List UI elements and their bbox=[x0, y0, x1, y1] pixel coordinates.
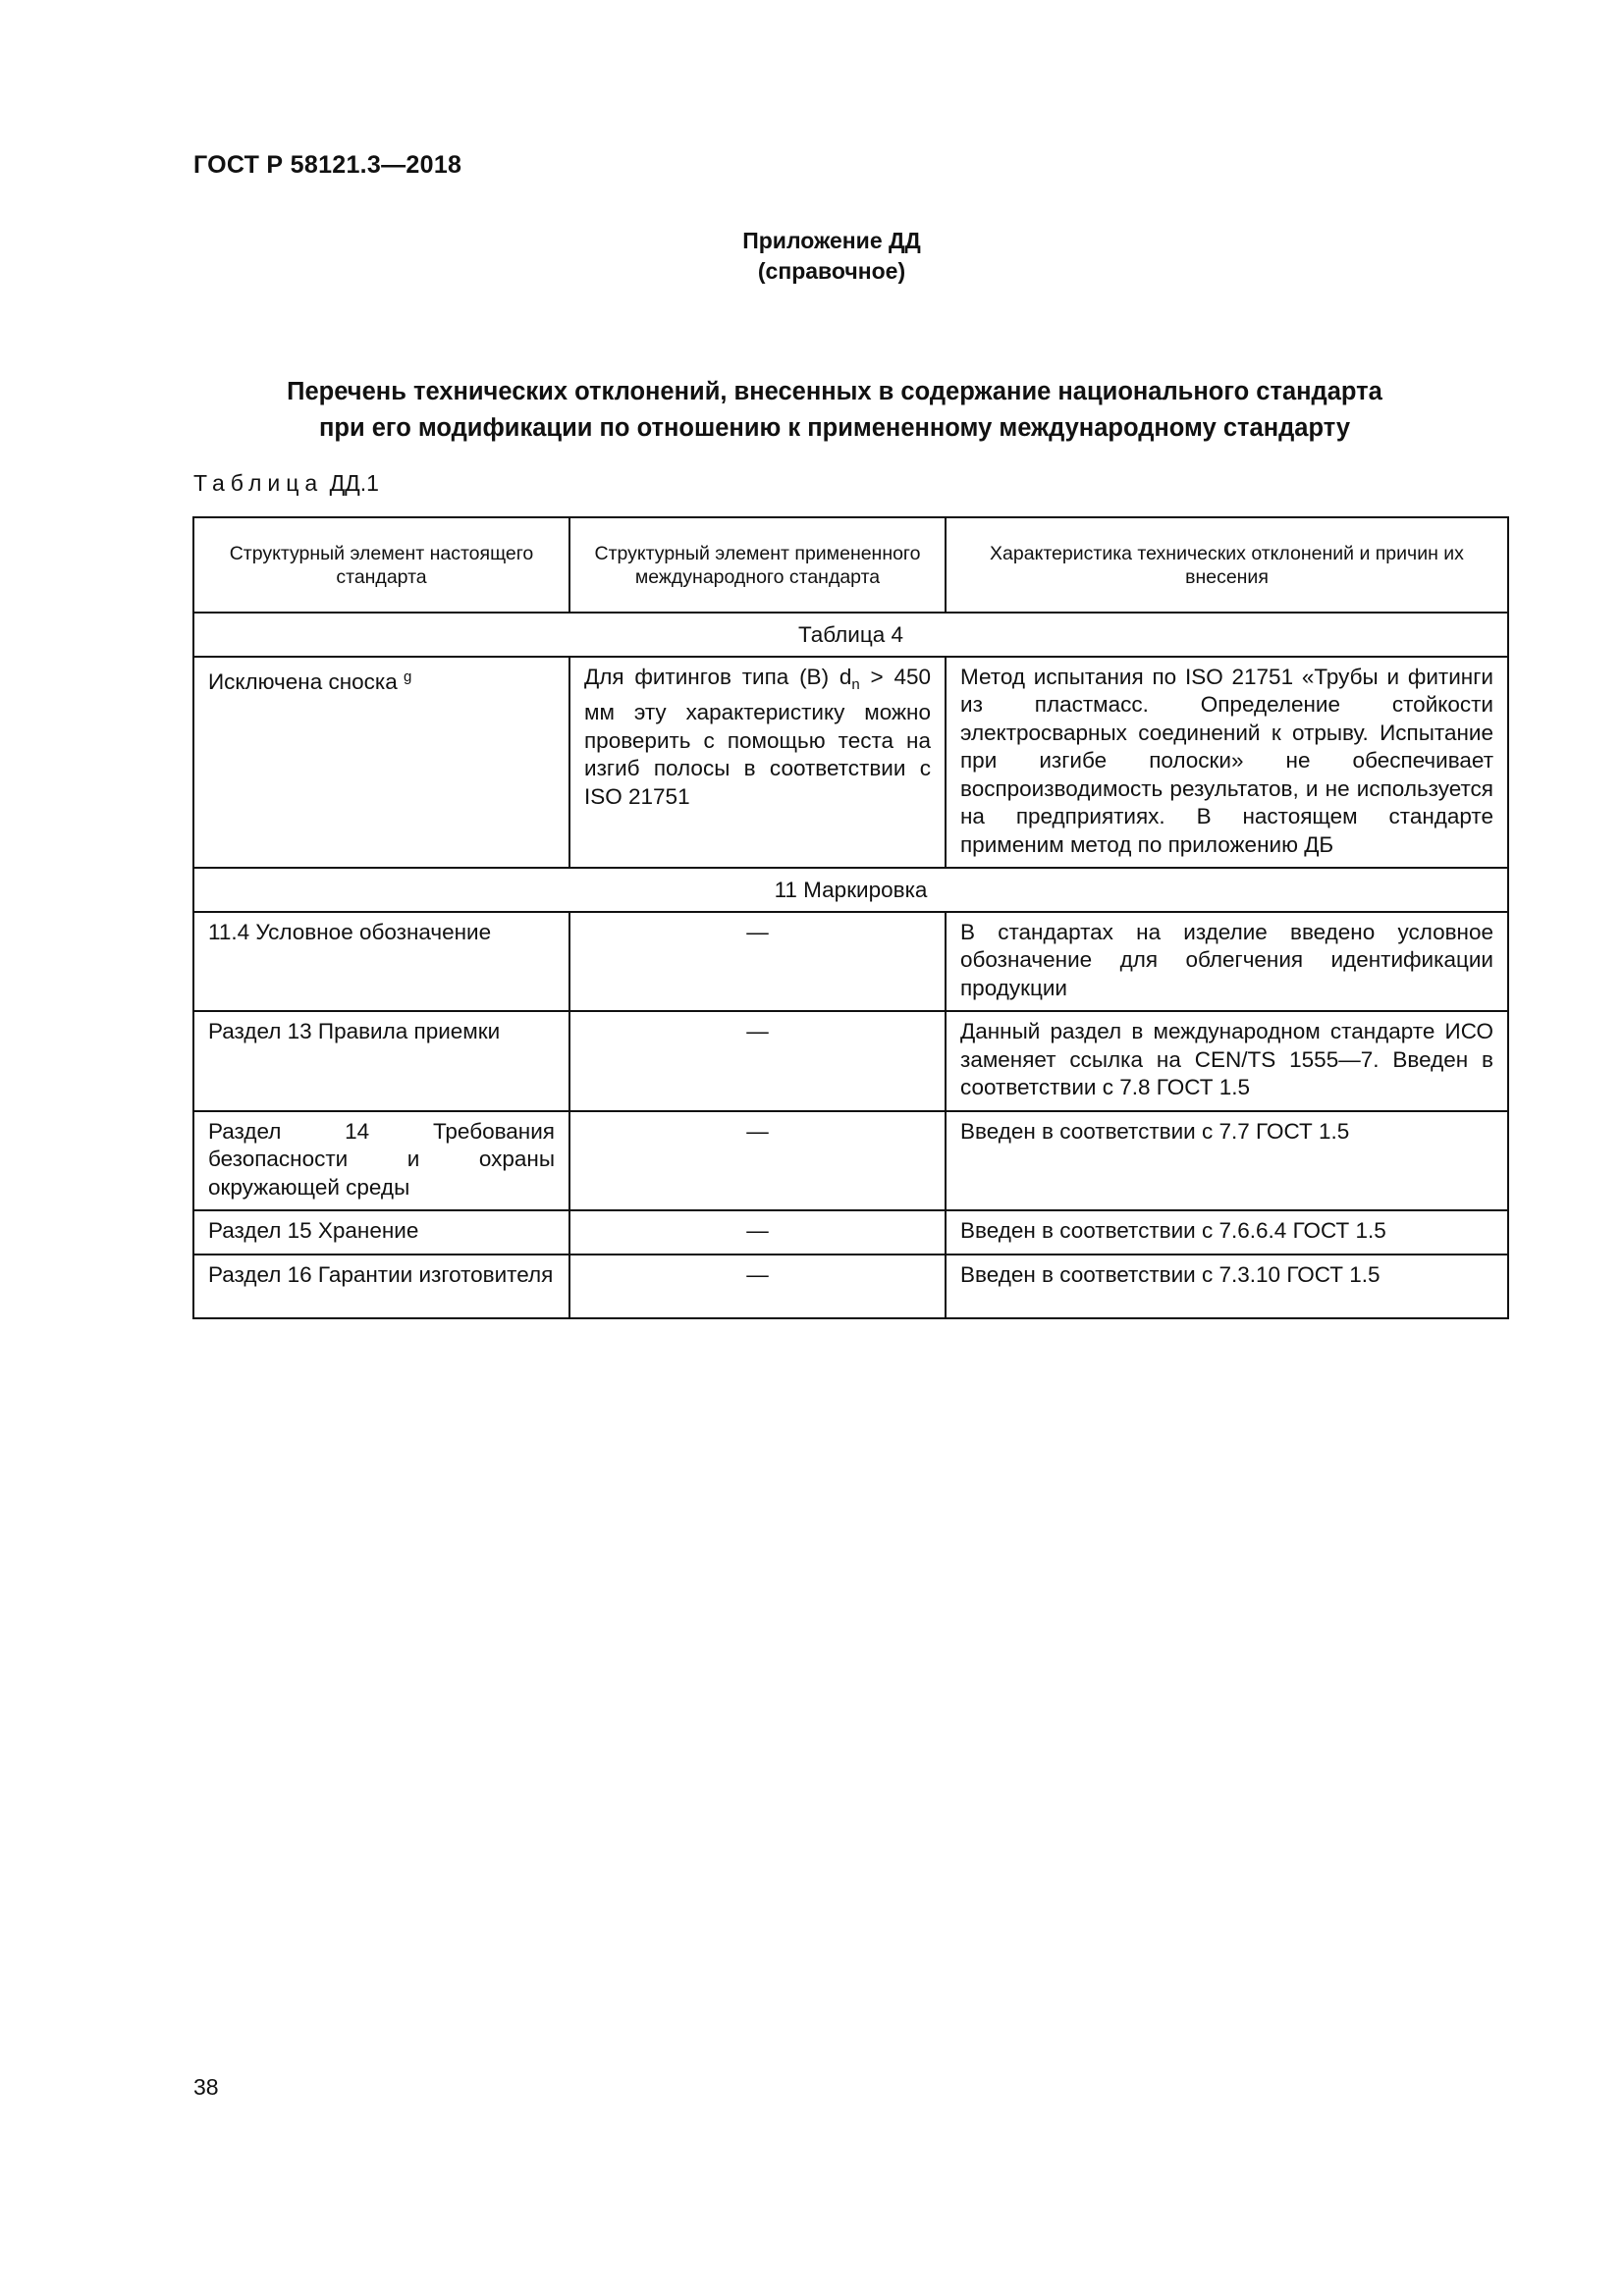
element-cell: Раздел 14 Требования безопасности и охраны окружающей среды bbox=[193, 1111, 569, 1211]
element-cell: Раздел 15 Хранение bbox=[193, 1210, 569, 1255]
intl-element-cell bbox=[569, 657, 946, 869]
table-section-row bbox=[193, 868, 1508, 912]
table-row bbox=[193, 1210, 1508, 1255]
intl-text-pre: Для фитингов типа (В) d bbox=[584, 664, 852, 689]
element-cell: Раздел 16 Гарантии изготовителя bbox=[193, 1255, 569, 1318]
element-cell bbox=[193, 657, 569, 869]
element-cell: Раздел 13 Правила приемки bbox=[193, 1011, 569, 1111]
table-caption-number: ДД.1 bbox=[329, 470, 379, 496]
page-number: 38 bbox=[193, 2074, 219, 2100]
column-header: Структурный элемент настоящего стандарта bbox=[193, 517, 569, 613]
table-caption bbox=[193, 470, 379, 497]
heading-line-1: Перечень технических отклонений, внесенных в содержание национального стандарта bbox=[287, 378, 1382, 405]
table-section-row bbox=[193, 613, 1508, 657]
heading-line-2: при его модификации по отношению к примененному международному стандарту bbox=[318, 414, 1351, 442]
intl-element-cell: — bbox=[569, 1255, 946, 1318]
annex-title-block bbox=[0, 226, 1624, 287]
reason-cell: Введен в соответствии с 7.7 ГОСТ 1.5 bbox=[946, 1111, 1508, 1211]
table-row bbox=[193, 1011, 1508, 1111]
annex-title: Приложение ДД bbox=[742, 228, 921, 253]
document-code: ГОСТ Р 58121.3—2018 bbox=[193, 151, 462, 179]
column-header: Характеристика технических отклонений и причин их внесения bbox=[946, 517, 1508, 613]
footnote-mark: g bbox=[404, 667, 412, 685]
reason-cell: В стандартах на изделие введено условное обозначение для облегчения идентификации продукции bbox=[946, 912, 1508, 1012]
reason-cell: Введен в соответствии с 7.6.6.4 ГОСТ 1.5 bbox=[946, 1210, 1508, 1255]
table-header-row bbox=[193, 517, 1508, 613]
column-header: Структурный элемент примененного международного стандарта bbox=[569, 517, 946, 613]
intl-element-cell: — bbox=[569, 1210, 946, 1255]
element-text: Исключена сноска bbox=[208, 668, 398, 694]
section-label: 11 Маркировка bbox=[193, 868, 1508, 912]
element-cell: 11.4 Условное обозначение bbox=[193, 912, 569, 1012]
intl-element-cell: — bbox=[569, 1111, 946, 1211]
intl-text-post: > 450 мм эту характеристику можно проверить с помощью теста на изгиб полосы в соответствии с ISO 21751 bbox=[584, 664, 931, 809]
table-row bbox=[193, 1255, 1508, 1318]
deviations-table bbox=[192, 516, 1509, 1319]
reason-cell: Данный раздел в международном стандарте ИСО заменяет ссылка на CEN/TS 1555—7. Введен в соответствии с 7.8 ГОСТ 1.5 bbox=[946, 1011, 1508, 1111]
reason-cell: Метод испытания по ISO 21751 «Трубы и фитинги из пластмасс. Определение стойкости электросварных соединений к отрыву. Испытание при изгибе полоски» не обеспечивает воспроизводимость результатов, и не используется на предприятиях. В настоящем стандарте применим метод по приложению ДБ bbox=[946, 657, 1508, 869]
intl-element-cell: — bbox=[569, 1011, 946, 1111]
annex-subtitle: (справочное) bbox=[757, 258, 906, 284]
table-row bbox=[193, 657, 1508, 869]
table-row bbox=[193, 1111, 1508, 1211]
intl-subscript: n bbox=[851, 675, 860, 693]
page-heading bbox=[177, 374, 1492, 447]
table-row bbox=[193, 912, 1508, 1012]
reason-cell: Введен в соответствии с 7.3.10 ГОСТ 1.5 bbox=[946, 1255, 1508, 1318]
table-caption-word: Таблица bbox=[193, 470, 324, 496]
intl-element-cell: — bbox=[569, 912, 946, 1012]
section-label: Таблица 4 bbox=[193, 613, 1508, 657]
